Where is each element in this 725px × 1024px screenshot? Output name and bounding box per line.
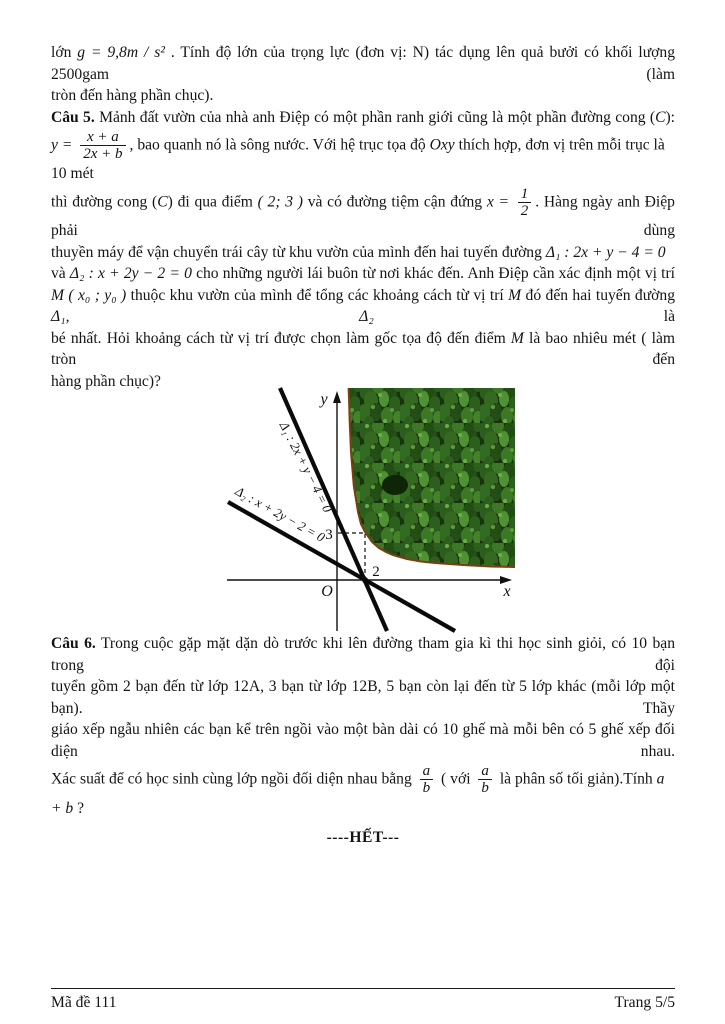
text-run: hàng phần chục)?: [51, 372, 161, 390]
text-run: Mảnh đất vườn của nhà anh Điệp có một phần ranh giới cũng là một phần đường cong (: [94, 108, 656, 126]
forest-region: [349, 388, 515, 567]
delta2-equation-label: Δ₂ : x + 2y − 2 = 0: [232, 483, 328, 546]
text-run: Trong cuộc gặp mặt dặn dò trước khi lên đường tham gia kì thi học sinh giỏi, có 10 bạn trong đội: [51, 635, 675, 674]
text-run: bé nhất. Hỏi khoảng cách từ vị trí được chọn làm gốc tọa độ đến điểm: [51, 329, 511, 347]
page-number: Trang 5/5: [614, 994, 675, 1011]
end-of-exam-marker: ----HẾT---: [326, 829, 400, 847]
fraction: $\frac{1}{2}$: [516, 186, 534, 219]
question5-line6: [51, 285, 675, 328]
text-run: giáo xếp ngẫu nhiên các bạn kể trên ngồi vào một bàn dài có 10 ghế mà mỗi bên có 5 ghế xếp đối diện nhau.: [51, 721, 675, 760]
forest-dark-patch: [382, 475, 408, 495]
question4-continuation-line1: [51, 42, 675, 85]
text-run: . Hàng ngày anh Điệp phải dùng: [51, 193, 675, 240]
intersection-point: [362, 577, 368, 583]
page-footer: [51, 988, 675, 1013]
math-run: Δ₂ : x + 2y − 2 = 0: [69, 265, 192, 283]
text-run: Xác suất để có học sinh cùng lớp ngồi đối diện nhau bằng: [51, 770, 416, 788]
math-run: Oxy: [429, 136, 455, 154]
origin-label: O: [321, 583, 333, 601]
text-run: là phân số tối giản).Tính: [495, 770, 657, 788]
text-run: là: [373, 308, 675, 326]
text-run: thích hợp, đơn vị trên mỗi trục là 10 mét: [51, 136, 665, 183]
text-run: đó đến hai tuyến đường: [521, 286, 676, 304]
math-run: g = 9,8m / s²: [77, 44, 171, 61]
text-run: ) đi qua điểm: [167, 193, 258, 211]
fraction: $\frac{x + a}{2x + b}$: [78, 129, 127, 162]
y-axis-arrow-icon: [333, 391, 341, 403]
question5-line5: [51, 263, 675, 285]
math-run: Δ₁, Δ₂: [51, 308, 374, 326]
math-run: C: [157, 193, 168, 211]
question5-line1: [51, 107, 675, 129]
x-axis-label: x: [503, 583, 511, 601]
text-run: tròn đến hàng phần chục).: [51, 87, 214, 104]
math-run: C: [655, 108, 666, 126]
math-run: M: [510, 329, 524, 347]
text-run: là bao nhiêu mét ( làm tròn đến: [51, 329, 675, 369]
text-run: ):: [665, 108, 676, 126]
text-run: , bao quanh nó là sông nước. Với hệ trục tọa độ: [129, 136, 430, 154]
math-run: y =: [51, 136, 77, 154]
question6-line3: [51, 719, 675, 762]
math-run: M ( x₀ ; y₀ ): [51, 286, 127, 304]
text-run: thuộc khu vườn của mình để tổng các khoảng cách từ vị trí: [126, 286, 509, 304]
question5-formula-line: [51, 128, 675, 185]
coordinate-plot: [0, 386, 725, 634]
exam-code: Mã đề 111: [51, 994, 117, 1011]
text-run: thì đường cong (: [51, 193, 158, 211]
question5-line4: [51, 242, 675, 264]
y-tick-3: 3: [325, 527, 333, 544]
text-run: . Tính độ lớn của trọng lực (đơn vị: N) tác dụng lên quả bưởi có khối lượng 2500gam (làm: [51, 44, 675, 83]
question6-line2: [51, 676, 675, 719]
math-run: M: [508, 286, 522, 304]
text-run: ?: [73, 799, 85, 817]
x-tick-2: 2: [372, 564, 380, 581]
fraction: $\frac{a}{b}$: [476, 763, 494, 796]
math-run: Δ₁ : 2x + y − 4 = 0: [545, 243, 666, 261]
text-run: và có đường tiệm cận đứng: [302, 193, 487, 211]
text-run: lớn: [51, 44, 78, 61]
bold-run: Câu 6.: [51, 635, 96, 653]
text-run: và: [51, 265, 70, 283]
question5-line3: [51, 185, 675, 242]
delta1-equation-label: Δ₁ : 2x + y − 4 = 0: [276, 419, 336, 516]
math-run: a + b: [51, 770, 665, 817]
question6-line1: [51, 633, 675, 676]
text-run: tuyển gồm 2 bạn đến từ lớp 12A, 3 bạn từ lớp 12B, 5 bạn còn lại đến từ 5 lớp khác (mỗi lớp một bạn). Thầy: [51, 678, 675, 717]
question5-line7: [51, 328, 675, 371]
fraction: $\frac{a}{b}$: [418, 763, 436, 796]
text-run: ( với: [437, 770, 475, 788]
question6-line4: [51, 762, 675, 819]
question4-continuation-line2: [51, 85, 675, 107]
y-axis-label: y: [320, 391, 328, 409]
math-run: ( 2; 3 ): [257, 193, 303, 211]
text-run: cho những người lái buôn từ nơi khác đến. Anh Điệp cần xác định một vị trí: [191, 265, 675, 283]
text-run: thuyền máy để vận chuyển trái cây từ khu vườn của mình đến hai tuyến đường: [51, 243, 546, 261]
bold-run: Câu 5.: [51, 108, 95, 126]
math-run: x =: [486, 193, 514, 211]
question5-figure: [0, 386, 725, 633]
